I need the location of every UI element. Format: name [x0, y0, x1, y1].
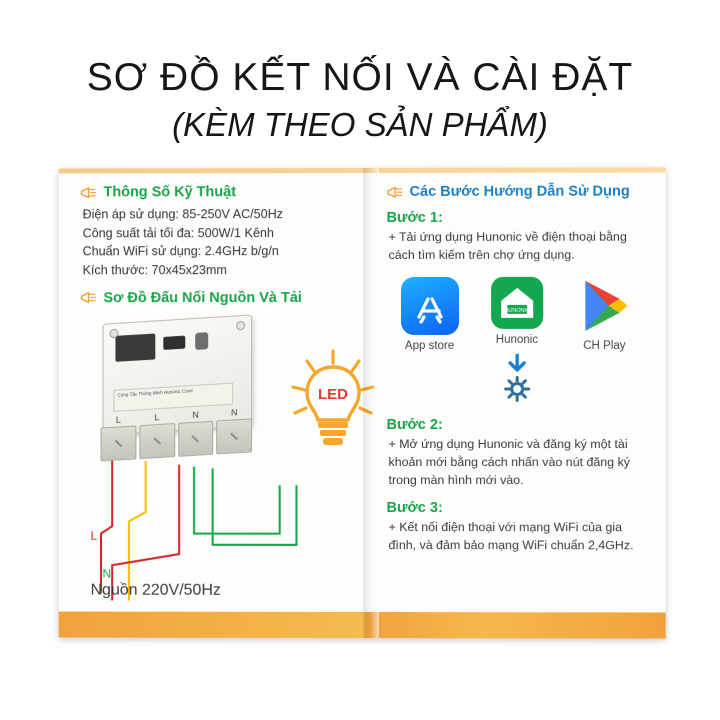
guide-section-heading-label: Các Bước Hướng Dẫn Sử Dụng — [409, 183, 630, 200]
svg-text:HUNONIC: HUNONIC — [504, 307, 530, 314]
wiring-diagram-heading — [81, 290, 351, 306]
terminal-screw — [178, 420, 214, 456]
terminal-label: L — [154, 411, 160, 422]
spec-list — [83, 205, 351, 280]
leaflet-bottom-band — [59, 612, 365, 638]
page-title-line2: (KÈM THEO SẢN PHẨM) — [172, 105, 548, 143]
led-bulb-text: LED — [318, 385, 348, 403]
spec-section-heading-label: Thông Số Kỹ Thuật — [103, 184, 237, 201]
terminal-label: N — [231, 406, 238, 418]
screw-icon — [236, 320, 245, 330]
leaflet-right-panel — [365, 167, 666, 638]
spec-item: Công suất tải tối đa: 500W/1 Kênh — [82, 225, 274, 240]
terminal-screw — [101, 425, 137, 461]
guide-section-heading — [387, 184, 648, 200]
step-1-body: + Tải ứng dụng Hunonic về điện thoại bằng cách tìm kiếm trên chợ ứng dụng. — [388, 229, 627, 262]
app-store-item[interactable] — [391, 277, 469, 352]
step-3-body: + Kết nối điện thoại với mạng WiFi của gia đình, và đảm bảo mạng WiFi chuẩn 2,4GHz. — [388, 519, 634, 553]
megaphone-icon — [81, 291, 98, 304]
terminal-label: N — [192, 409, 199, 420]
page-title — [0, 0, 720, 147]
chip-component — [163, 335, 185, 349]
spec-item: Kích thước: 70x45x23mm — [82, 263, 227, 278]
wiring-diagram — [81, 311, 351, 611]
gear-icon — [504, 376, 530, 407]
spec-item: Điện áp sử dụng: 85-250V AC/50Hz — [82, 207, 284, 222]
page-title-line1: SƠ ĐỒ KẾT NỐI VÀ CÀI ĐẶT — [86, 56, 634, 99]
step-1-title: Bước 1: — [386, 209, 443, 226]
megaphone-icon — [387, 185, 404, 198]
spec-section-heading — [81, 184, 351, 200]
hunonic-app-icon[interactable] — [491, 277, 543, 329]
app-store-label: App store — [404, 339, 455, 352]
instruction-leaflet — [59, 167, 666, 638]
hunonic-app-item[interactable] — [471, 277, 563, 407]
terminal-screw — [216, 418, 252, 454]
app-store-row — [391, 277, 644, 407]
leaflet-left-panel — [59, 168, 365, 638]
terminal-screw — [139, 423, 175, 459]
capacitor-component — [195, 332, 208, 350]
wiring-diagram-heading-label: Sơ Đồ Đấu Nối Nguồn Và Tải — [103, 289, 302, 306]
leaflet-bottom-band — [365, 612, 666, 639]
live-wire-label: L — [90, 528, 98, 543]
spec-item: Chuẩn WiFi sử dụng: 2.4GHz b/g/n — [82, 244, 279, 259]
step-2-body: + Mở ứng dụng Hunonic và đăng ký một tài khoản mới bằng cách nhấn vào nút đăng ký trong màn hình mới vào. — [388, 436, 631, 488]
power-source-label: Nguồn 220V/50Hz — [90, 581, 221, 599]
megaphone-icon — [81, 186, 98, 199]
screw-icon — [109, 328, 118, 338]
terminal-label: L — [115, 413, 121, 425]
device-label: Công Tắc Thông Minh Hunonic Comi — [113, 382, 233, 411]
relay-component — [115, 333, 155, 361]
step-3-title: Bước 3: — [386, 499, 443, 516]
google-play-icon[interactable] — [575, 277, 633, 335]
neutral-wire-label: N — [102, 566, 112, 581]
step-2-title: Bước 2: — [386, 416, 443, 433]
google-play-item[interactable] — [565, 277, 643, 352]
app-store-icon[interactable] — [401, 277, 459, 335]
google-play-label: CH Play — [583, 339, 626, 352]
hunonic-app-label: Hunonic — [495, 333, 539, 346]
